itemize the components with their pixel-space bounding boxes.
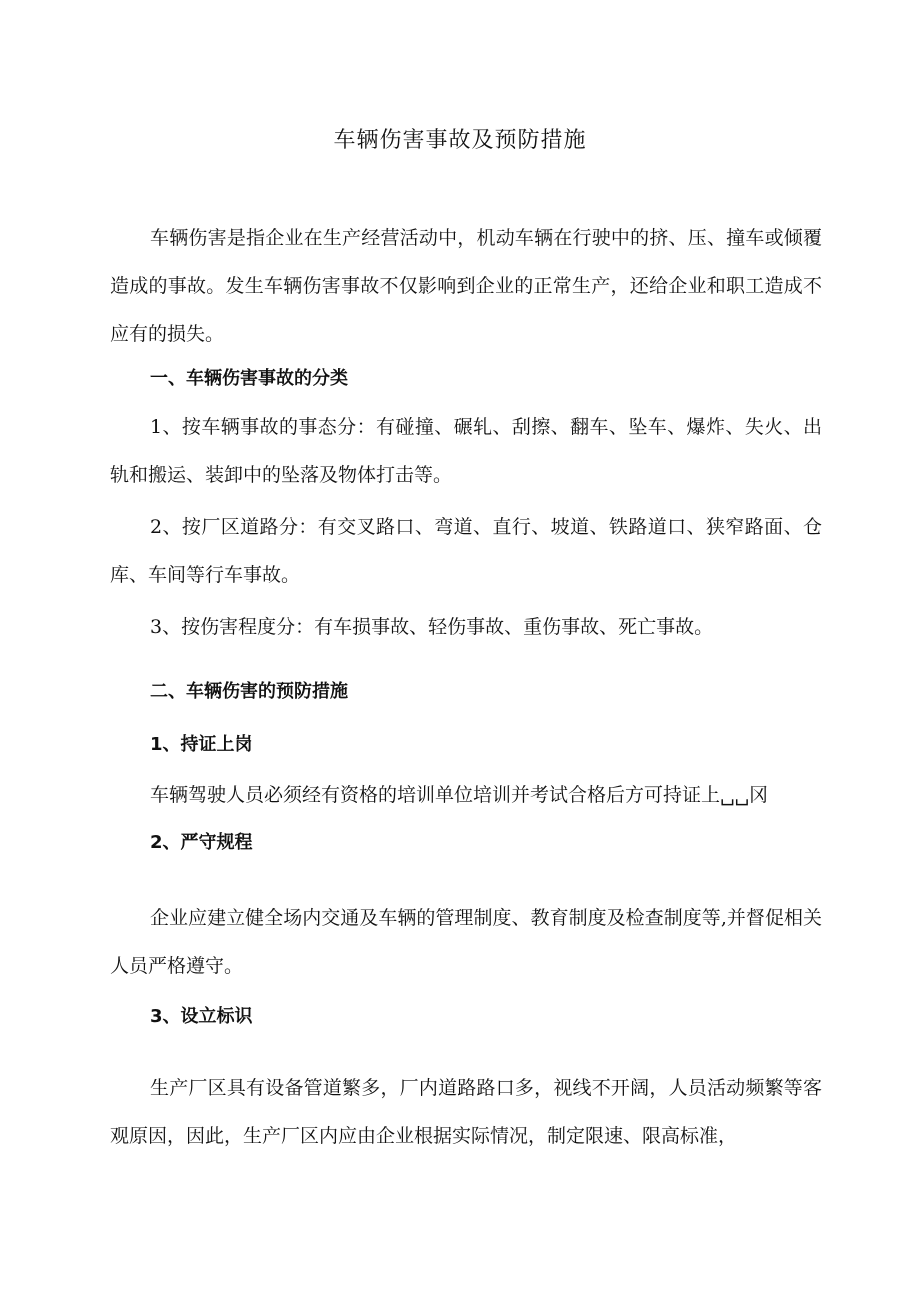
section1-item1: 1、按车辆事故的事态分：有碰撞、碾轧、刮擦、翻车、坠车、爆炸、失火、出轨和搬运、装卸中的坠落及物体打击等。 — [110, 416, 822, 486]
section1-item2: 2、按厂区道路分：有交叉路口、弯道、直行、坡道、铁路道口、狭窄路面、仓库、车间等行车事故。 — [110, 516, 822, 586]
sub2-text: 企业应建立健全场内交通及车辆的管理制度、教育制度及检查制度等,并督促相关人员严格遵守。 — [110, 907, 822, 977]
section1-heading: 一、车辆伤害事故的分类 — [150, 368, 348, 389]
section2-heading: 二、车辆伤害的预防措施 — [150, 681, 348, 702]
intro-paragraph: 车辆伤害是指企业在生产经营活动中，机动车辆在行驶中的挤、压、撞车或倾覆造成的事故。发生车辆伤害事故不仅影响到企业的正常生产，还给企业和职工造成不应有的损失。 — [110, 227, 822, 345]
sub2-heading: 2、严守规程 — [150, 832, 253, 853]
sub1-text: 车辆驾驶人员必须经有资格的培训单位培训并考试合格后方可持证上␣␣冈 — [150, 784, 769, 806]
sub3-text: 生产厂区具有设备管道繁多，厂内道路路口多，视线不开阔，人员活动频繁等客观原因，因此，生产厂区内应由企业根据实际情况，制定限速、限高标准， — [110, 1077, 822, 1147]
section1-item3: 3、按伤害程度分：有车损事故、轻伤事故、重伤事故、死亡事故。 — [150, 616, 714, 638]
sub1-heading: 1、持证上岗 — [150, 734, 253, 755]
document-title: 车辆伤害事故及预防措施 — [333, 128, 587, 153]
sub3-heading: 3、设立标识 — [150, 1006, 253, 1027]
